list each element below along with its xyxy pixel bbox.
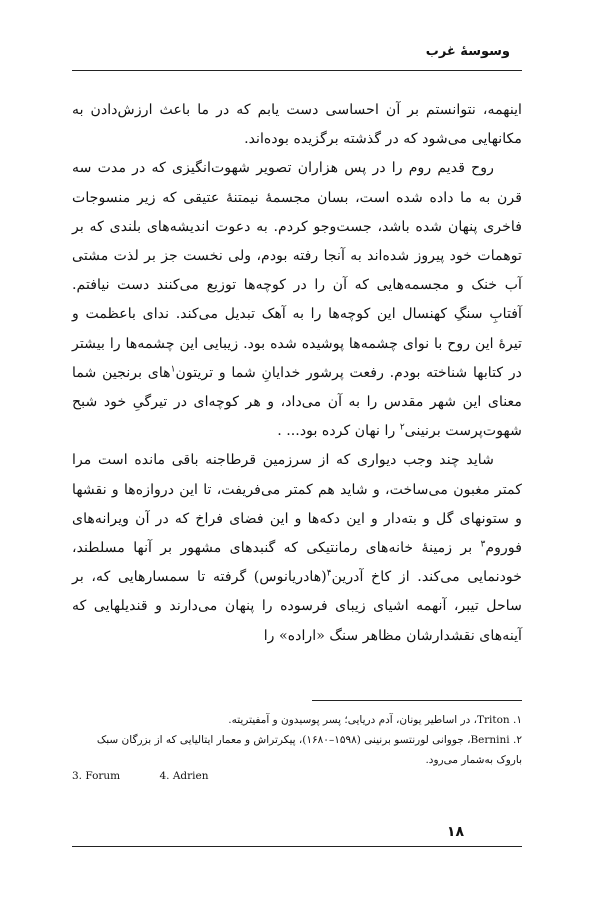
footnotes [72,710,522,770]
footnote-mark-2: ۲ [399,422,405,433]
header-rule [72,70,522,71]
footnote-mark-4: ۴ [326,568,332,579]
paragraph-2 [72,154,522,446]
footer-rule [72,846,522,847]
footnote-3: 3. Forum [72,770,121,782]
footnote-mark-1: ۱ [170,364,176,375]
latin-footnotes [72,770,372,782]
body-text [72,96,522,651]
footnote-4: 4. Adrien [159,770,209,782]
running-head-title: وسوسهٔ غرب [425,44,510,59]
footnote-rule [312,700,522,701]
paragraph-1: اینهمه، نتوانستم بر آن احساسی دست یابم که در ما باعث ارزش‌دادن به مکانهایی می‌شود که در گذشته برگزیده بوده‌اند. [72,102,522,148]
paragraph-2-part-1: روح قدیم روم را در پس هزاران تصویر شهوت‌انگیزی که در مدت سه قرن به ما داده شده است، بسان مجسمهٔ نیمتنهٔ عتیقی که زیر منسوجات فاخری پنهان شده باشد، جست‌وجو کردم. به دعوت اندیشه‌های بلندی که بر توهمات خود پیروز شده‌اند به آنجا رفته بودم، ولی نخست جز بر لذت مشتی آب خنک و مجسمه‌هایی که آن را در کوچه‌ها توزیع می‌کنند دست نیافتم. آفتابِ سنگِ کهنسال این کوچه‌ها را به آهک تبدیل می‌کند. ندای باعظمت و تیرهٔ این روح با نوای چشمه‌ها پوشیده شده بود. زیبایی این چشمه‌ها را بیشتر در کتابها شناخته بودم. رفعت پرشور خدایانِ شما و تریتون [72,160,522,381]
paragraph-3 [72,446,522,650]
paragraph-3-part-2: بر زمینهٔ خانه‌های رمانتیکی که گنبدهای مشهور بر آنها مسلطند، خودنمایی می‌کند. از کاخ آدرین [72,540,523,586]
paragraph-3-part-3: (هادریانوس) گرفته تا سمسارهایی که، بر ساحل تیبر، آنهمه اشیای زیبای فرسوده را پنهان می‌دارند و قندیلهایی که آینه‌های نقشدارشان مظاهر سنگ «اراده» را [72,569,522,644]
paragraph-3-part-1: شاید چند وجب دیواری که از سرزمین قرطاجنه باقی مانده است مرا کمتر مغبون می‌ساخت، و شاید هم کمتر می‌فریفت، تا این دروازه‌ها و نقشها و ستونهای گل و بته‌دار و این دکه‌ها و این فضای فراخ که در آن ویرانه‌های فوروم [72,452,522,557]
footnote-mark-3: ۳ [480,539,486,550]
page-number: ۱۸ [446,824,464,840]
footnote-2: ۲. Bernini، جووانی لورنتسو برنینی (۱۵۹۸–۱۶۸۰)، پیکرتراش و معمار ایتالیایی که از بزرگان سبک باروک به‌شمار می‌رود. [96,734,522,766]
paragraph-2-part-3: را نهان کرده بود... . [277,423,396,440]
footnote-1: ۱. Triton، در اساطیر یونان، آدم دریایی؛ پسر پوسیدون و آمفیتریته. [228,714,522,726]
paragraph-2-part-2: های برنجین شما معنای این شهر مقدس را به آن می‌داد، و هر کوچه‌ای در تیرگیِ خود شبح شهوت‌پرست برنینی [72,364,522,440]
